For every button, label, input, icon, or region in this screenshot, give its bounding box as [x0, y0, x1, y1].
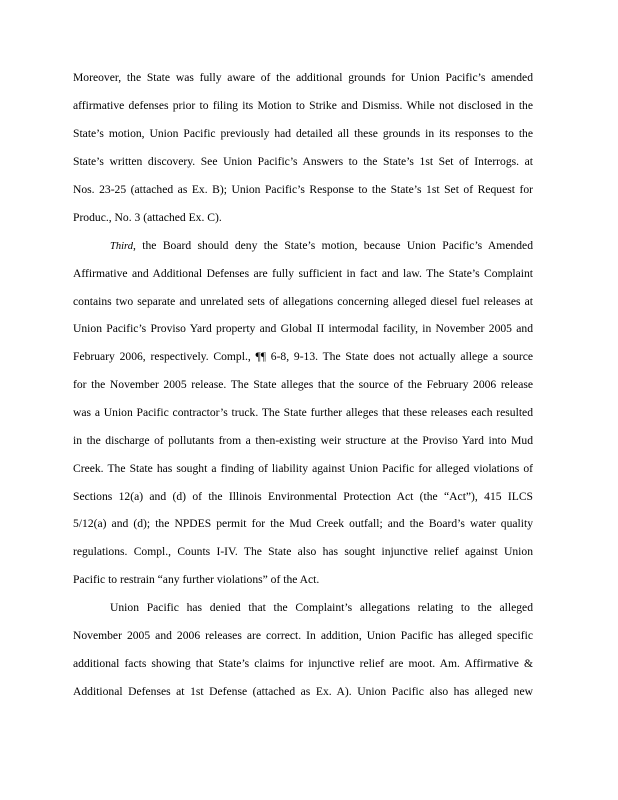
text-line: in the discharge of pollutants from a then-existing weir structure at the Proviso Yard into Mud — [73, 434, 533, 447]
text-line: Affirmative and Additional Defenses are fully sufficient in fact and law. The State’s Complaint — [73, 267, 533, 280]
text-line: Union Pacific’s Proviso Yard property and Global II intermodal facility, in November 2005 and — [73, 322, 533, 335]
text-line: Additional Defenses at 1st Defense (attached as Ex. A). Union Pacific also has alleged new — [73, 685, 533, 698]
text-line: State’s written discovery. See Union Pacific’s Answers to the State’s 1st Set of Interrogs. at — [73, 155, 533, 168]
text-line: 5/12(a) and (d); the NPDES permit for the Mud Creek outfall; and the Board’s water quality — [73, 517, 533, 530]
text-line — [110, 239, 533, 254]
text-line: affirmative defenses prior to filing its Motion to Strike and Dismiss. While not disclosed in the — [73, 99, 533, 112]
text-line: Nos. 23-25 (attached as Ex. B); Union Pacific’s Response to the State’s 1st Set of Request for — [73, 183, 533, 196]
text-line: November 2005 and 2006 releases are correct. In addition, Union Pacific has alleged specific — [73, 629, 533, 642]
text-line: Union Pacific has denied that the Complaint’s allegations relating to the alleged — [110, 601, 533, 614]
text-line: Produc., No. 3 (attached Ex. C). — [73, 211, 222, 224]
text-line: Moreover, the State was fully aware of the additional grounds for Union Pacific’s amended — [73, 71, 533, 84]
text-line: for the November 2005 release. The State alleges that the source of the February 2006 release — [73, 378, 533, 391]
text-line: State’s motion, Union Pacific previously had detailed all these grounds in its responses to the — [73, 127, 533, 140]
text-line: was a Union Pacific contractor’s truck. The State further alleges that these releases each resulted — [73, 406, 533, 419]
text-line: regulations. Compl., Counts I-IV. The State also has sought injunctive relief against Union — [73, 545, 533, 558]
text-line: additional facts showing that State’s claims for injunctive relief are moot. Am. Affirmative & — [73, 657, 533, 670]
text-line: Sections 12(a) and (d) of the Illinois Environmental Protection Act (the “Act”), 415 ILCS — [73, 490, 533, 503]
emphasized-word: Third — [110, 241, 133, 252]
text-line: February 2006, respectively. Compl., ¶¶ 6-8, 9-13. The State does not actually allege a source — [73, 350, 533, 363]
text-line: Pacific to restrain “any further violations” of the Act. — [73, 573, 320, 586]
text-line: contains two separate and unrelated sets of allegations concerning alleged diesel fuel releases at — [73, 295, 533, 308]
text-line: Creek. The State has sought a finding of liability against Union Pacific for alleged violations of — [73, 462, 533, 475]
line-text: , the Board should deny the State’s motion, because Union Pacific’s Amended — [132, 239, 533, 252]
